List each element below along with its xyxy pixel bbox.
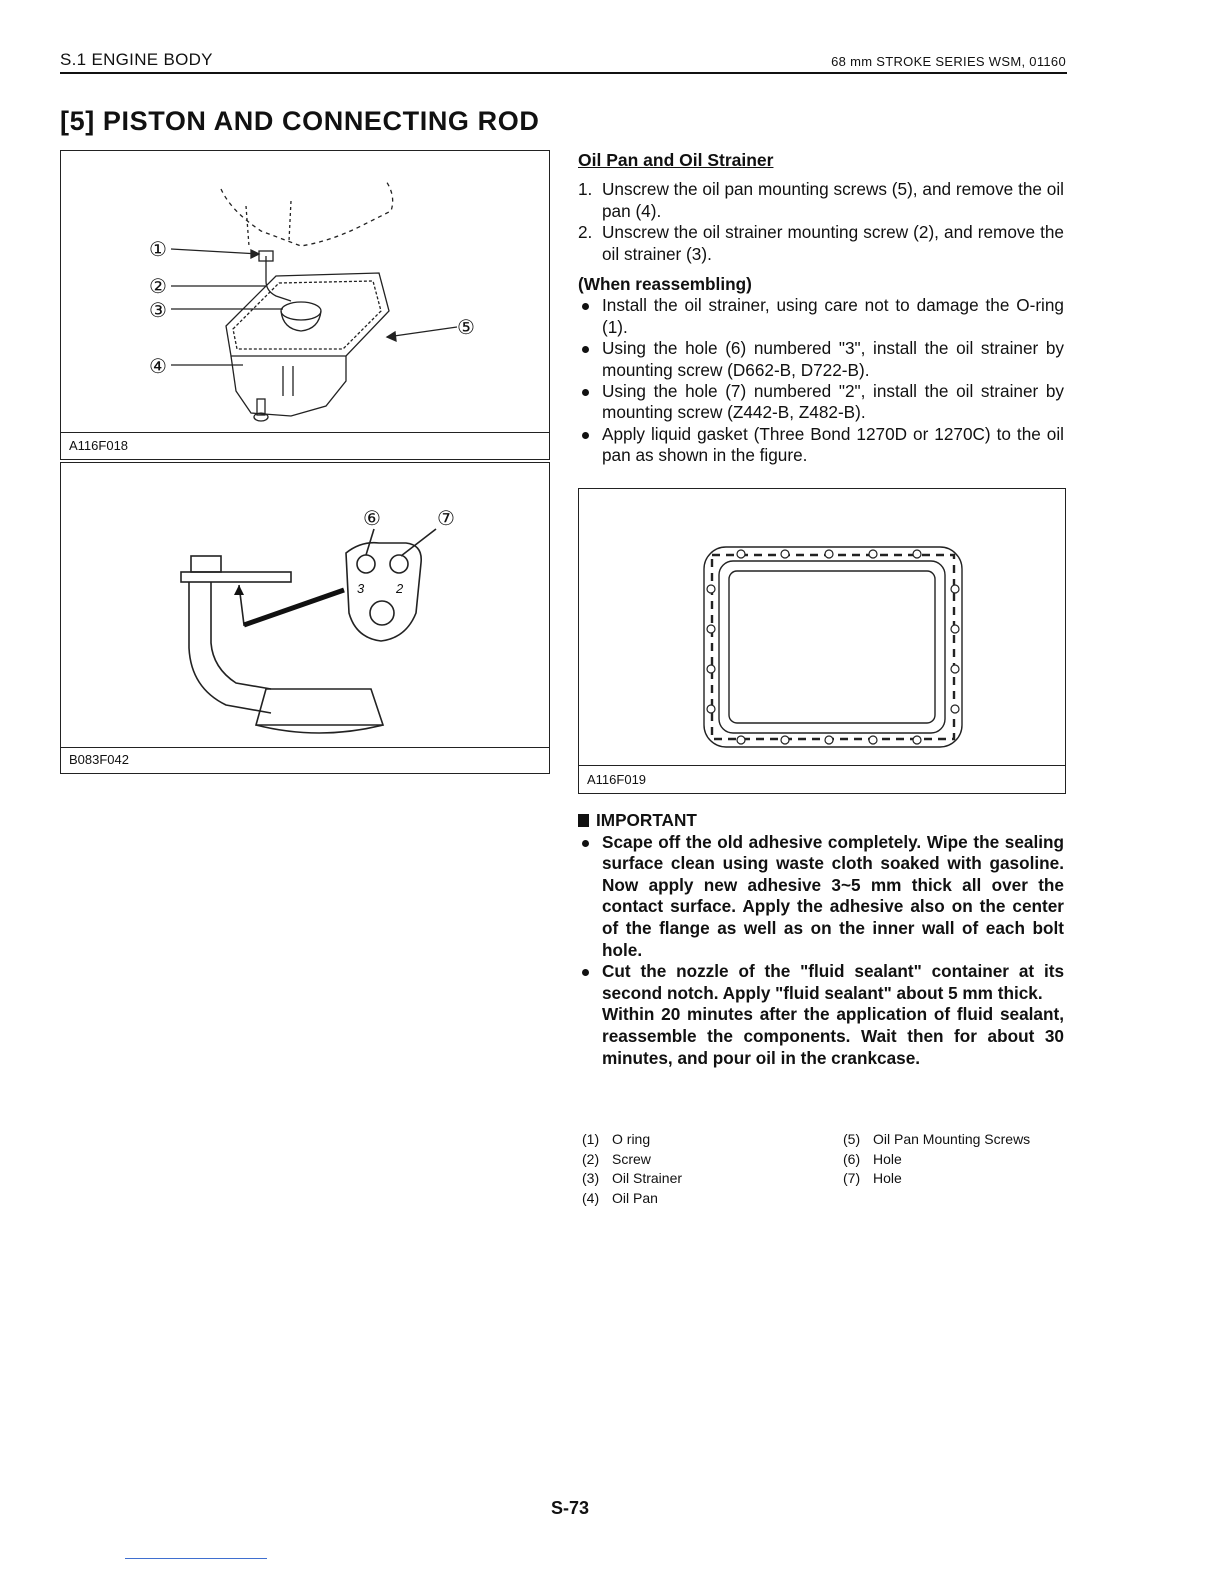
important-note: Scape off the old adhesive completely. Wipe the sealing surface clean using waste cloth soaked with gasoline. Now apply new adhesive 3~5 mm thick all over the contact surface. Apply the adhesive also on the center of the flange as well as on the inner wall of each bolt hole. xyxy=(578,832,1064,962)
oil-strainer-illustration xyxy=(61,463,551,775)
gasket-pattern-illustration xyxy=(579,489,1067,795)
reassembly-notes xyxy=(578,295,1064,466)
callout-2: ② xyxy=(149,274,167,298)
figure-gasket-pattern xyxy=(578,488,1066,794)
section-title: [5] PISTON AND CONNECTING ROD xyxy=(60,106,540,136)
procedure-steps xyxy=(578,179,1064,265)
footer-line xyxy=(125,1558,267,1559)
reassembly-note: Using the hole (6) numbered "3", install the oil strainer by mounting screw (D662-B, D722-B). xyxy=(578,338,1064,381)
step-text: Unscrew the oil strainer mounting screw (2), and remove the oil strainer (3). xyxy=(602,222,1064,264)
figure-oil-strainer xyxy=(60,462,550,774)
important-notes xyxy=(578,832,1064,1070)
important-square-icon xyxy=(578,814,589,827)
figure-oil-pan xyxy=(60,150,550,460)
important-heading: IMPORTANT xyxy=(596,810,697,830)
procedure-step xyxy=(578,179,1064,222)
page-number: S-73 xyxy=(551,1498,590,1518)
figure-id: A116F019 xyxy=(587,772,647,787)
step-text: Unscrew the oil pan mounting screws (5), and remove the oil pan (4). xyxy=(602,179,1064,221)
important-note-continuation: Within 20 minutes after the application of fluid sealant, reassemble the components. Wait then for about 30 minutes, and pour oil in the crankcase. xyxy=(602,1004,1064,1068)
reassembly-heading: (When reassembling) xyxy=(578,274,752,295)
callout-4: ④ xyxy=(149,354,167,378)
figure-id: B083F042 xyxy=(69,752,129,767)
callout-5: ⑤ xyxy=(457,315,475,339)
hole-mark-3: 3 xyxy=(357,581,365,596)
header-series: 68 mm STROKE SERIES WSM, 01160 xyxy=(831,54,1066,69)
figure-caption-rule xyxy=(61,747,549,748)
callout-3: ③ xyxy=(149,298,167,322)
figure-caption-rule xyxy=(579,765,1065,766)
reassembly-note: Using the hole (7) numbered "2", install the oil strainer by mounting screw (Z442-B, Z482-B). xyxy=(578,381,1064,424)
procedure-heading: Oil Pan and Oil Strainer xyxy=(578,150,774,170)
figure-caption-rule xyxy=(61,432,549,433)
callout-7: ⑦ xyxy=(437,506,455,530)
hole-mark-2: 2 xyxy=(396,581,404,596)
step-number: 2. xyxy=(578,222,593,243)
procedure-block xyxy=(578,150,1064,467)
important-block xyxy=(578,810,1064,1069)
important-heading-row xyxy=(578,810,1064,832)
step-number: 1. xyxy=(578,179,593,200)
important-note xyxy=(578,961,1064,1069)
header-rule xyxy=(60,72,1067,74)
reassembly-note: Apply liquid gasket (Three Bond 1270D or 1270C) to the oil pan as shown in the figure. xyxy=(578,424,1064,467)
important-note-text: Cut the nozzle of the "fluid sealant" container at its second notch. Apply "fluid sealant" about 5 mm thick. xyxy=(602,961,1064,1003)
header-section: S.1 ENGINE BODY xyxy=(60,50,213,69)
oil-pan-illustration xyxy=(61,151,551,461)
callout-1: ① xyxy=(149,237,167,261)
callout-6: ⑥ xyxy=(363,506,381,530)
procedure-step xyxy=(578,222,1064,265)
figure-id: A116F018 xyxy=(69,438,129,453)
reassembly-note: Install the oil strainer, using care not to damage the O-ring (1). xyxy=(578,295,1064,338)
